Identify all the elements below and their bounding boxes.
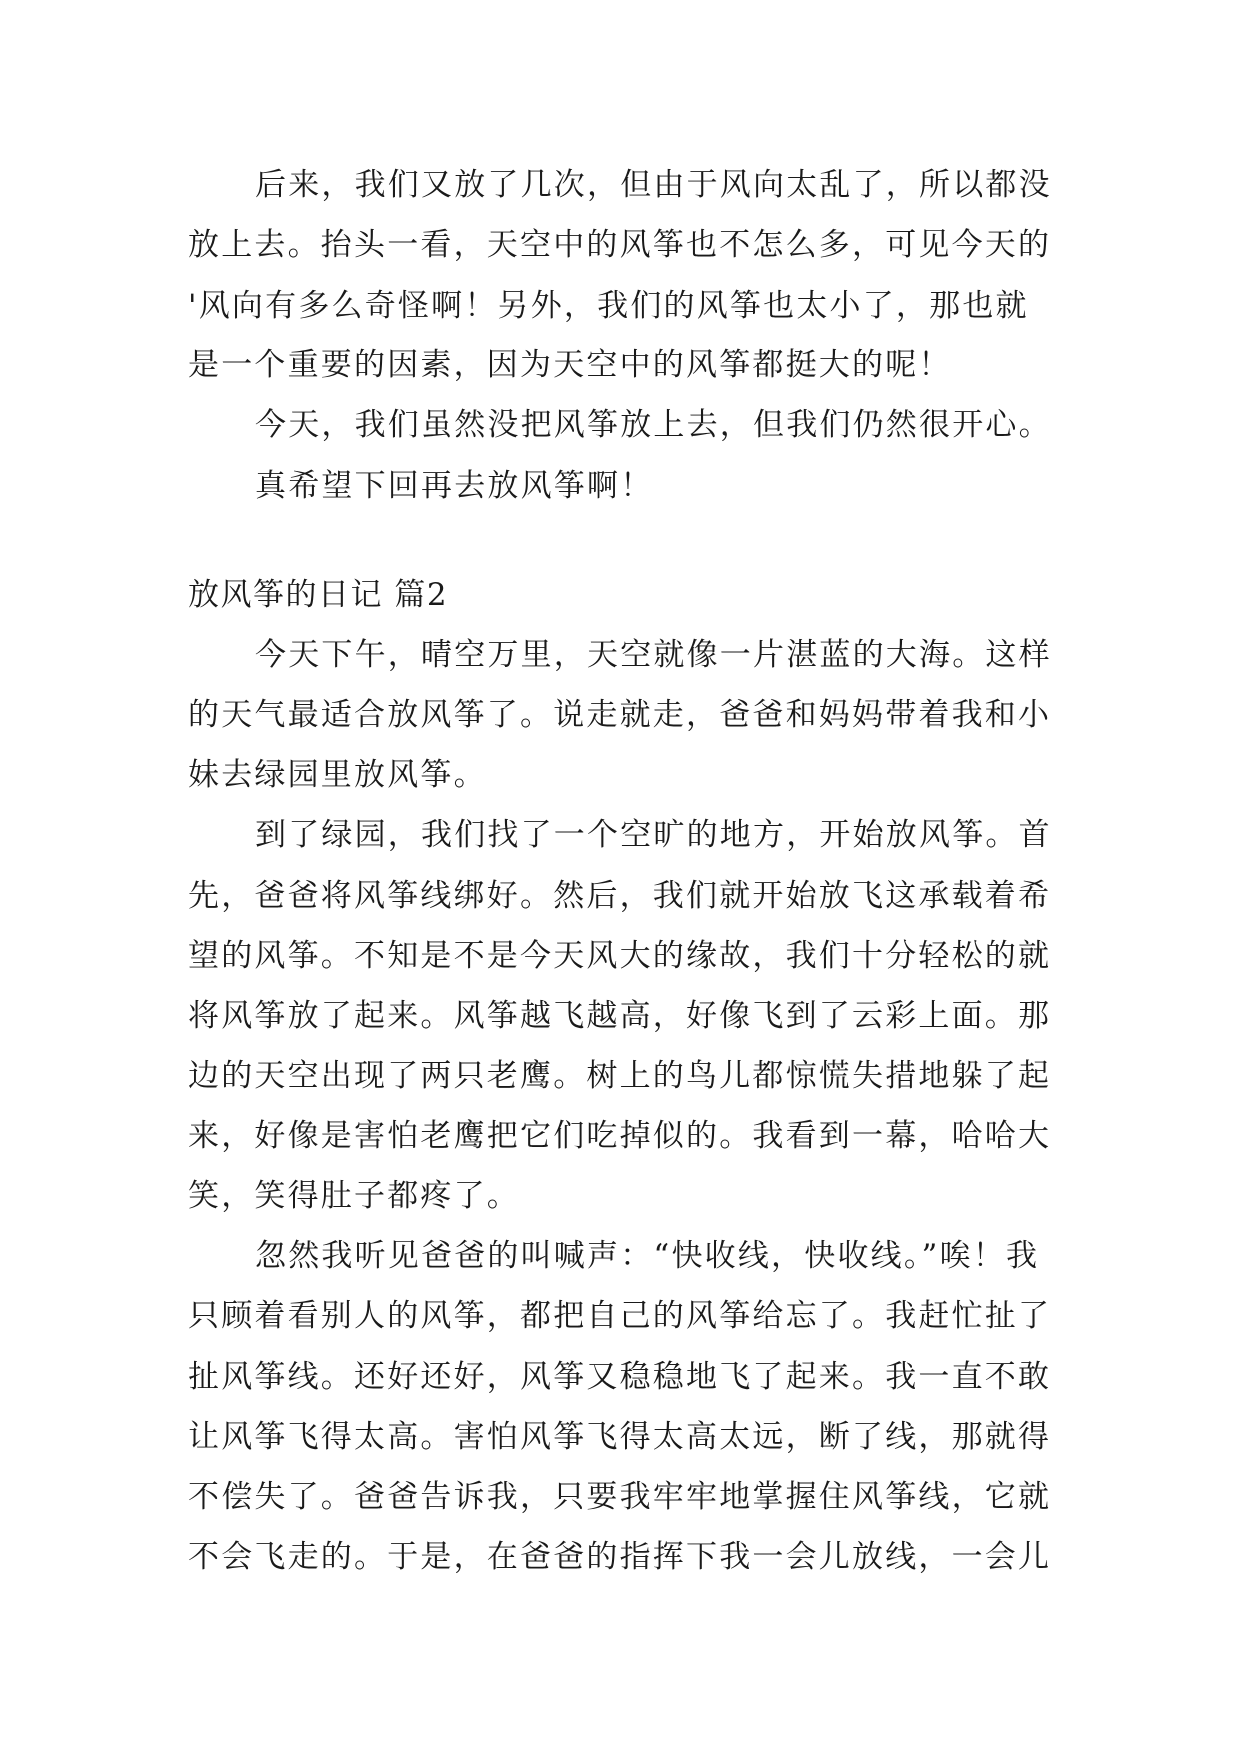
- paragraph-line: 来，好像是害怕老鹰把它们吃掉似的。我看到一幕，哈哈大: [188, 1118, 1052, 1154]
- paragraph-line: 笑，笑得肚子都疼了。: [188, 1178, 520, 1214]
- paragraph-line: 不会飞走的。于是，在爸爸的指挥下我一会儿放线，一会儿: [188, 1539, 1052, 1575]
- paragraph-line: 今天下午，晴空万里，天空就像一片湛蓝的大海。这样: [255, 637, 1052, 673]
- paragraph-line: 的天气最适合放风筝了。说走就走，爸爸和妈妈带着我和小: [188, 697, 1052, 733]
- paragraph-line: 让风筝飞得太高。害怕风筝飞得太高太远，断了线，那就得: [188, 1419, 1052, 1455]
- paragraph-line: 先，爸爸将风筝线绑好。然后，我们就开始放飞这承载着希: [188, 878, 1052, 914]
- paragraph-line: 忽然我听见爸爸的叫喊声：“快收线，快收线。”唉！我: [255, 1238, 1040, 1274]
- paragraph-line: 扯风筝线。还好还好，风筝又稳稳地飞了起来。我一直不敢: [188, 1359, 1052, 1395]
- paragraph-line: 将风筝放了起来。风筝越飞越高，好像飞到了云彩上面。那: [188, 998, 1052, 1034]
- paragraph-line: 望的风筝。不知是不是今天风大的缘故，我们十分轻松的就: [188, 938, 1052, 974]
- paragraph-line: 只顾着看别人的风筝，都把自己的风筝给忘了。我赶忙扯了: [188, 1298, 1052, 1334]
- paragraph-line: 不偿失了。爸爸告诉我，只要我牢牢地掌握住风筝线，它就: [188, 1479, 1052, 1515]
- paragraph-line: 今天，我们虽然没把风筝放上去，但我们仍然很开心。: [255, 407, 1052, 443]
- paragraph-line: 是一个重要的因素，因为天空中的风筝都挺大的呢！: [188, 347, 952, 383]
- paragraph-line: '风向有多么奇怪啊！另外，我们的风筝也太小了，那也就: [188, 288, 1029, 324]
- paragraph-line: 边的天空出现了两只老鹰。树上的鸟儿都惊慌失措地躲了起: [188, 1058, 1052, 1094]
- section-heading: 放风筝的日记 篇2: [188, 577, 449, 613]
- paragraph-line: 真希望下回再去放风筝啊！: [255, 468, 654, 504]
- paragraph-line: 放上去。抬头一看，天空中的风筝也不怎么多，可见今天的: [188, 227, 1052, 263]
- paragraph-line: 后来，我们又放了几次，但由于风向太乱了，所以都没: [255, 167, 1052, 203]
- paragraph-line: 到了绿园，我们找了一个空旷的地方，开始放风筝。首: [255, 817, 1052, 853]
- paragraph-line: 妹去绿园里放风筝。: [188, 757, 487, 793]
